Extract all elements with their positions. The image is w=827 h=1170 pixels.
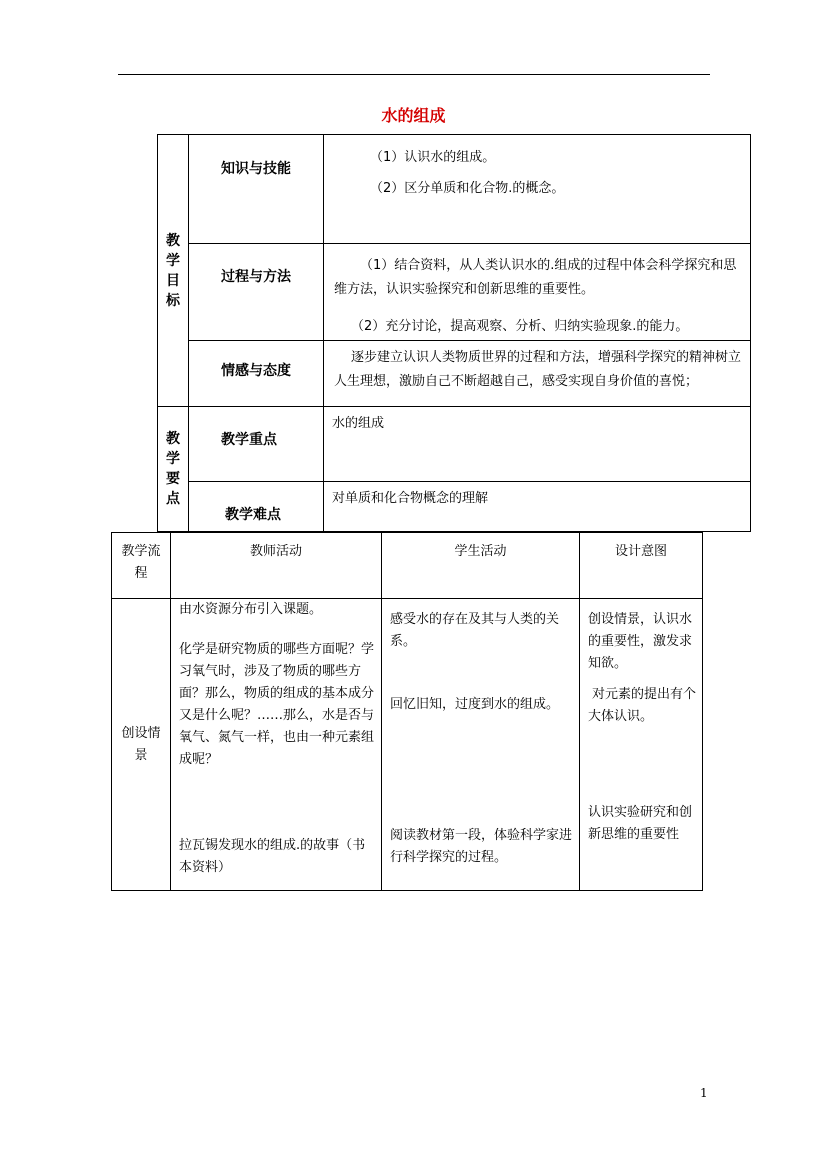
process-item: （1）结合资料，从人类认识水的.组成的过程中体会科学探究和思维方法，认识实验探究和创新思维的重要性。	[334, 258, 737, 297]
design-intent-item: 认识实验研究和创新思维的重要性	[588, 805, 693, 842]
design-intent-item: 创设情景，认识水的重要性，激发求知欲。	[588, 612, 693, 671]
knowledge-item: （1）认识水的组成。	[370, 150, 496, 165]
key-points-group-label: 教 学 要 点	[158, 407, 189, 532]
student-activity-item: 回忆旧知，过度到水的组成。	[390, 697, 560, 712]
process-item: （2）充分讨论，提高观察、分析、归纳实验现象.的能力。	[351, 319, 689, 334]
page-number: 1	[700, 1086, 708, 1100]
teacher-activity-item: 拉瓦锡发现水的组成.的故事（书本资料）	[179, 838, 366, 875]
header-rule	[118, 74, 710, 75]
knowledge-content	[324, 135, 751, 244]
emotion-content: 逐步建立认识人类物质世界的过程和方法，增强科学探究的精神树立人生理想，激励自己不断超越自己，感受实现自身价值的喜悦；	[324, 341, 751, 407]
teacher-activity-item: 化学是研究物质的哪些方面呢？学习氧气时，涉及了物质的哪些方面？那么，物质的组成的基本成分又是什么呢？……那么，水是否与氧气、氮气一样，也由一种元素组成呢？	[179, 642, 375, 767]
student-activity-cell	[382, 599, 580, 891]
focus-content: 水的组成	[324, 407, 751, 482]
page-title: 水的组成	[381, 106, 446, 125]
header-stage: 教学流程	[112, 533, 171, 599]
header-student: 学生活动	[382, 533, 580, 599]
knowledge-item: （2）区分单质和化合物.的概念。	[370, 181, 565, 196]
flow-table	[111, 532, 703, 891]
design-intent-item: 对元素的提出有个大体认识。	[588, 687, 697, 724]
objectives-group-label: 教 学 目 标	[158, 135, 189, 407]
teacher-activity-cell	[171, 599, 382, 891]
focus-label: 教学重点	[189, 407, 324, 482]
design-intent-cell	[580, 599, 703, 891]
knowledge-label: 知识与技能	[189, 135, 324, 244]
stage-cell: 创设情景	[112, 599, 171, 891]
difficulty-label: 教学难点	[189, 482, 324, 532]
header-design: 设计意图	[580, 533, 703, 599]
student-activity-item: 阅读教材第一段，体验科学家进行科学探究的过程。	[390, 828, 573, 865]
student-activity-item: 感受水的存在及其与人类的关系。	[390, 612, 560, 649]
process-content	[324, 244, 751, 341]
header-teacher: 教师活动	[171, 533, 382, 599]
process-label: 过程与方法	[189, 244, 324, 341]
objectives-table	[157, 134, 751, 532]
difficulty-content: 对单质和化合物概念的理解	[324, 482, 751, 532]
emotion-label: 情感与态度	[189, 341, 324, 407]
teacher-activity-item: 由水资源分布引入课题。	[179, 602, 323, 617]
